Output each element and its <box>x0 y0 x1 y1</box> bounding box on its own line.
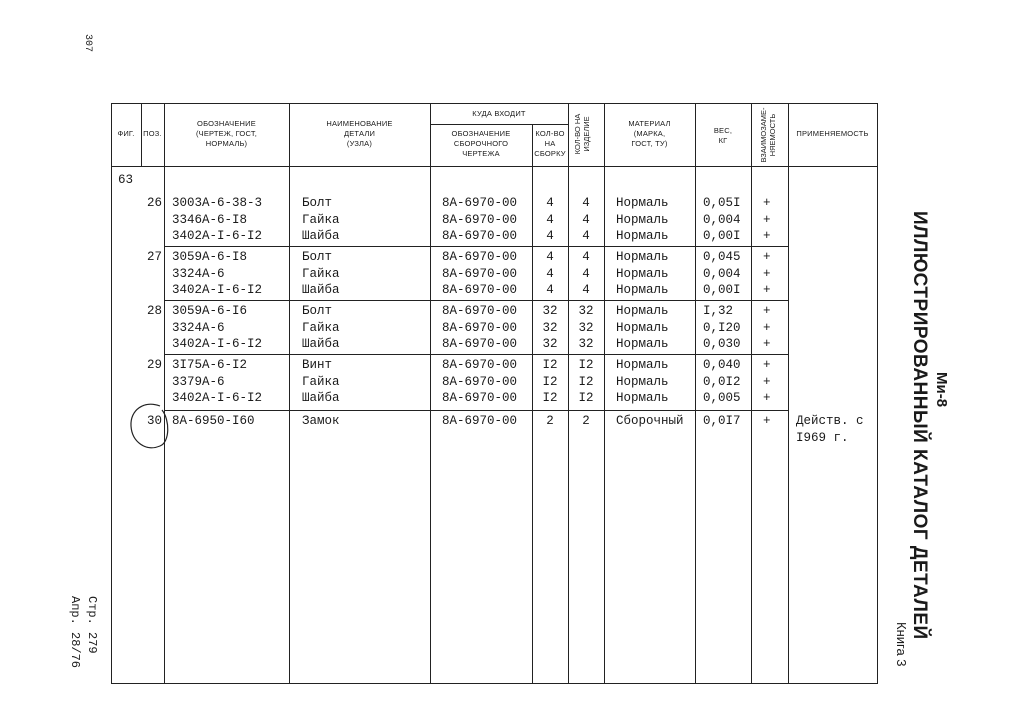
cell-name: Гайка <box>302 266 340 281</box>
cell-name: Болт <box>302 196 333 210</box>
group-separator <box>164 410 788 411</box>
page-number-top: 307 <box>82 34 93 53</box>
cell-interch: + <box>763 374 771 389</box>
header-pos: ПОЗ. <box>143 129 162 138</box>
cell-weight: 0,05I <box>703 196 741 210</box>
cell-assembly: 8А-6970-00 <box>442 250 518 264</box>
cell-name: Шайба <box>302 391 340 406</box>
header-applicability: ПРИМЕНЯЕМОСТЬ <box>796 129 869 138</box>
cell-designation: 3402А-I-6-I2 <box>172 337 263 352</box>
cell-weight: 0,00I <box>703 229 741 244</box>
cell-interch: + <box>763 337 771 352</box>
cell-interch: + <box>763 320 771 335</box>
header-qty-product: КОЛ-ВО НА ИЗДЕЛИЕ <box>573 113 591 155</box>
cell-interch: + <box>763 212 771 227</box>
cell-qty-asm: 4 <box>546 283 554 298</box>
cell-assembly: 8А-6970-00 <box>442 266 518 281</box>
cell-name: Шайба <box>302 229 340 244</box>
cell-material: Нормаль <box>616 337 669 352</box>
cell-weight: 0,040 <box>703 358 741 372</box>
cell-interch: + <box>763 229 771 244</box>
cell-qty-prod: 32 <box>578 337 594 352</box>
cell-name: Замок <box>302 414 340 428</box>
cell-designation: 3402А-I-6-I2 <box>172 391 263 406</box>
header-fig: ФИГ. <box>117 129 135 138</box>
revision-date: Апр. 28/76 <box>68 596 82 669</box>
group-separator <box>164 246 788 247</box>
cell-qty-asm: 4 <box>546 229 554 244</box>
cell-designation: 3059А-6-I8 <box>172 250 248 264</box>
cell-material: Сборочный <box>616 414 684 428</box>
cell-assembly: 8А-6970-00 <box>442 374 518 389</box>
cell-designation: 8А-6950-I60 <box>172 414 255 428</box>
cell-qty-prod: I2 <box>578 358 594 372</box>
cell-assembly: 8А-6970-00 <box>442 337 518 352</box>
cell-qty-prod: 4 <box>582 196 590 210</box>
cell-qty-asm: 4 <box>546 212 554 227</box>
cell-qty-prod: I2 <box>578 374 594 389</box>
cell-assembly: 8А-6970-00 <box>442 229 518 244</box>
position-number: 29 <box>146 358 162 372</box>
header-qty-assembly: КОЛ-ВО НА СБОРКУ <box>534 129 566 158</box>
cell-material: Нормаль <box>616 304 669 318</box>
position-number: 30 <box>146 414 162 428</box>
cell-qty-asm: 32 <box>542 320 558 335</box>
cell-qty-prod: 4 <box>582 266 590 281</box>
cell-assembly: 8А-6970-00 <box>442 391 518 406</box>
cell-qty-prod: 32 <box>578 304 594 318</box>
cell-interch: + <box>763 266 771 281</box>
cell-interch: + <box>763 250 771 264</box>
cell-qty-asm: 32 <box>542 304 558 318</box>
aircraft-model: Ми-8 <box>933 372 950 408</box>
cell-interch: + <box>763 414 771 428</box>
cell-designation: 3402А-I-6-I2 <box>172 283 263 298</box>
cell-assembly: 8А-6970-00 <box>442 304 518 318</box>
header-where-used: КУДА ВХОДИТ <box>472 109 526 118</box>
position-number: 28 <box>146 304 162 318</box>
cell-designation: 3346А-6-I8 <box>172 212 248 227</box>
cell-name: Гайка <box>302 374 340 389</box>
cell-weight: 0,005 <box>703 391 741 406</box>
book-number: Книга 3 <box>894 622 909 667</box>
cell-assembly: 8А-6970-00 <box>442 358 518 372</box>
cell-qty-prod: 2 <box>582 414 590 428</box>
cell-interch: + <box>763 358 771 372</box>
cell-name: Шайба <box>302 283 340 298</box>
cell-qty-prod: 4 <box>582 212 590 227</box>
cell-name: Гайка <box>302 212 340 227</box>
cell-interch: + <box>763 304 771 318</box>
cell-material: Нормаль <box>616 320 669 335</box>
cell-name: Болт <box>302 304 333 318</box>
cell-interch: + <box>763 196 771 210</box>
position-number: 27 <box>146 250 162 264</box>
cell-name: Гайка <box>302 320 340 335</box>
cell-material: Нормаль <box>616 196 669 210</box>
cell-weight: 0,045 <box>703 250 741 264</box>
cell-assembly: 8А-6970-00 <box>442 283 518 298</box>
cell-qty-prod: 4 <box>582 283 590 298</box>
cell-designation: 3059А-6-I6 <box>172 304 248 318</box>
cell-qty-asm: I2 <box>542 374 558 389</box>
header-material: МАТЕРИАЛ (МАРКА, ГОСТ, ТУ) <box>628 119 671 148</box>
page-reference: Стр. 279 <box>85 596 99 654</box>
cell-designation: 3379А-6 <box>172 374 225 389</box>
cell-assembly: 8А-6970-00 <box>442 320 518 335</box>
cell-weight: 0,004 <box>703 266 741 281</box>
cell-qty-prod: 4 <box>582 250 590 264</box>
cell-designation: 3402А-I-6-I2 <box>172 229 263 244</box>
cell-applicability: Действ. с <box>796 414 864 428</box>
cell-assembly: 8А-6970-00 <box>442 196 518 210</box>
cell-weight: 0,I20 <box>703 320 741 335</box>
cell-qty-asm: 4 <box>546 266 554 281</box>
position-number: 26 <box>146 196 162 210</box>
cell-qty-asm: I2 <box>542 391 558 406</box>
cell-name: Винт <box>302 358 333 372</box>
cell-weight: 0,0I7 <box>703 414 741 428</box>
cell-material: Нормаль <box>616 250 669 264</box>
cell-qty-prod: I2 <box>578 391 594 406</box>
cell-material: Нормаль <box>616 358 669 372</box>
header-part-name: НАИМЕНОВАНИЕ ДЕТАЛИ (УЗЛА) <box>326 119 393 148</box>
header-weight: ВЕС, КГ <box>713 126 733 145</box>
cell-weight: 0,030 <box>703 337 741 352</box>
cell-designation: 3I75А-6-I2 <box>172 358 248 372</box>
circle-annotation <box>124 398 174 456</box>
cell-qty-prod: 32 <box>578 320 594 335</box>
cell-weight: 0,00I <box>703 283 741 298</box>
cell-material: Нормаль <box>616 374 669 389</box>
cell-material: Нормаль <box>616 266 669 281</box>
catalog-title: ИЛЛЮСТРИРОВАННЫЙ КАТАЛОГ ДЕТАЛЕЙ <box>909 211 930 640</box>
cell-qty-asm: I2 <box>542 358 558 372</box>
cell-applicability: I969 г. <box>796 430 849 445</box>
cell-designation: 3003А-6-38-3 <box>172 196 263 210</box>
header-designation: ОБОЗНАЧЕНИЕ (ЧЕРТЕЖ, ГОСТ, НОРМАЛЬ) <box>195 119 258 148</box>
figure-number: 63 <box>118 173 134 187</box>
cell-name: Шайба <box>302 337 340 352</box>
cell-interch: + <box>763 283 771 298</box>
cell-qty-asm: 32 <box>542 337 558 352</box>
cell-qty-asm: 2 <box>546 414 554 428</box>
header-assembly-designation: ОБОЗНАЧЕНИЕ СБОРОЧНОГО ЧЕРТЕЖА <box>451 129 511 158</box>
header-interchangeability: ВЗАИМОЗАМЕ- НЯЕМОСТЬ <box>759 107 777 163</box>
cell-material: Нормаль <box>616 229 669 244</box>
cell-designation: 3324А-6 <box>172 320 225 335</box>
cell-interch: + <box>763 391 771 406</box>
cell-qty-asm: 4 <box>546 196 554 210</box>
cell-weight: I,32 <box>703 304 734 318</box>
cell-material: Нормаль <box>616 212 669 227</box>
cell-name: Болт <box>302 250 333 264</box>
cell-material: Нормаль <box>616 391 669 406</box>
cell-weight: 0,0I2 <box>703 374 741 389</box>
group-separator <box>164 300 788 301</box>
cell-assembly: 8А-6970-00 <box>442 212 518 227</box>
cell-designation: 3324А-6 <box>172 266 225 281</box>
cell-material: Нормаль <box>616 283 669 298</box>
cell-qty-asm: 4 <box>546 250 554 264</box>
group-separator <box>164 354 788 355</box>
cell-qty-prod: 4 <box>582 229 590 244</box>
cell-assembly: 8А-6970-00 <box>442 414 518 428</box>
cell-weight: 0,004 <box>703 212 741 227</box>
